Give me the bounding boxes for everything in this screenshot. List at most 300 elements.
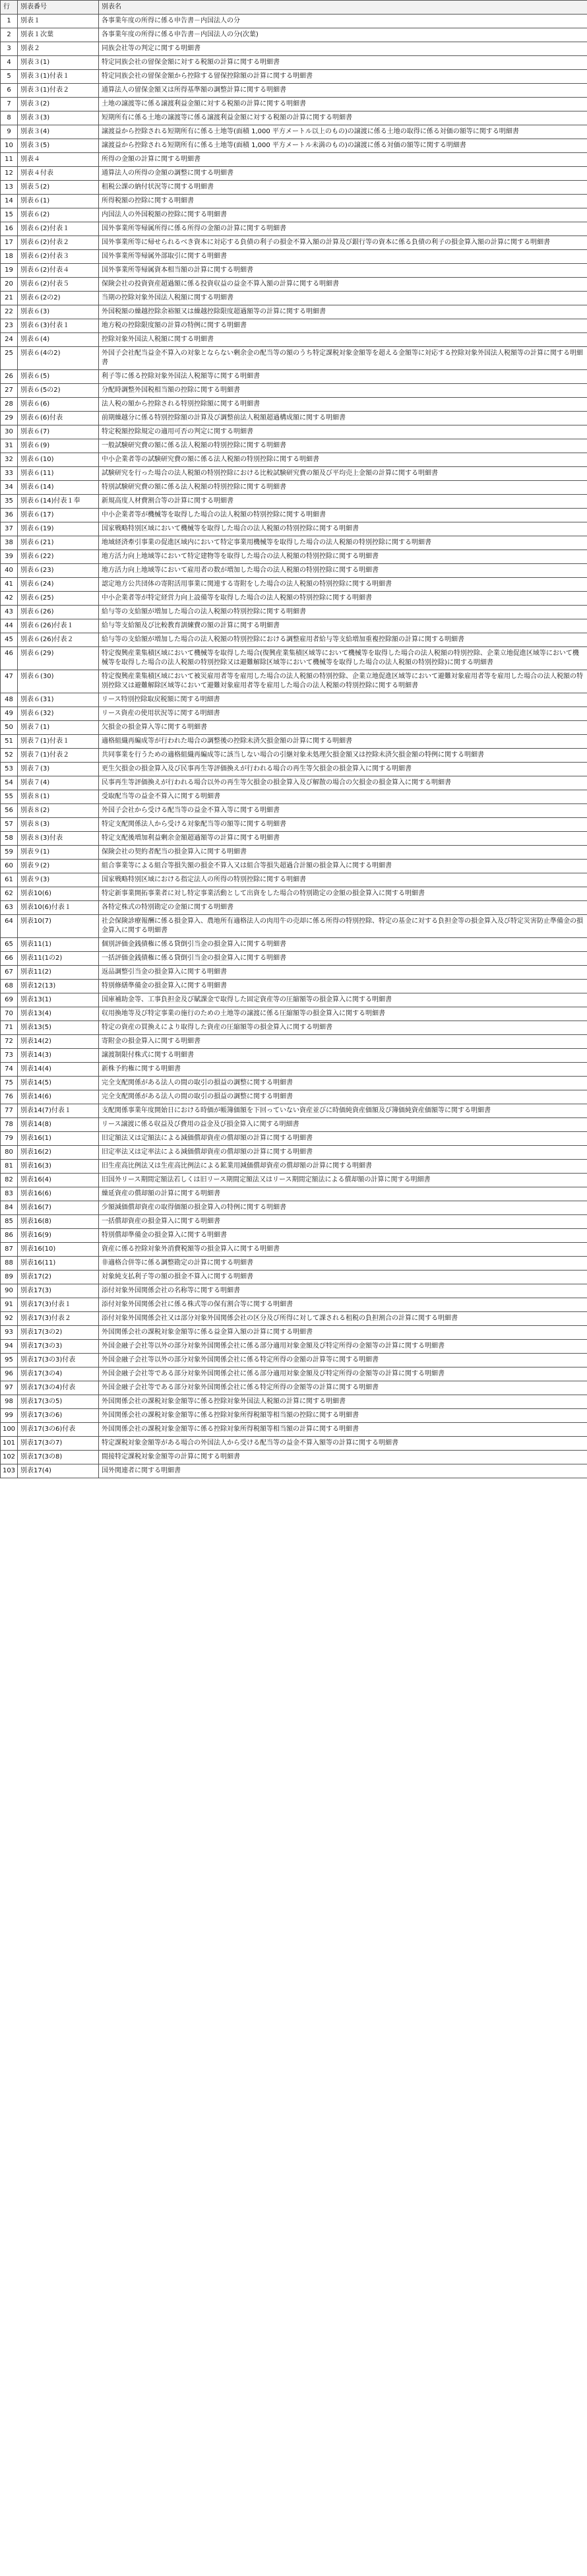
table-body xyxy=(1,15,587,1478)
table-row xyxy=(1,1007,587,1021)
row-number-cell: 85 xyxy=(1,1215,18,1229)
form-name-cell: 一括評価金銭債権に係る貸倒引当金の損金算入に関する明細書 xyxy=(99,952,587,966)
form-number-cell: 別表13(4) xyxy=(18,1007,99,1021)
form-number-cell: 別表６(7) xyxy=(18,425,99,439)
table-row xyxy=(1,619,587,633)
form-number-cell: 別表４付表 xyxy=(18,167,99,181)
row-number-cell: 64 xyxy=(1,915,18,938)
table-row xyxy=(1,860,587,873)
form-number-cell: 別表17(3) xyxy=(18,1284,99,1298)
form-name-cell: 法人税の額から控除される特別控除額に関する明細書 xyxy=(99,398,587,412)
form-number-cell: 別表６(23) xyxy=(18,564,99,578)
form-name-cell: 中小企業者等の試験研究費の額に係る法人税額の特別控除に関する明細書 xyxy=(99,453,587,467)
form-name-cell: 国外事業所等帰属所得に係る所得の金額の計算に関する明細書 xyxy=(99,222,587,236)
row-number-cell: 79 xyxy=(1,1132,18,1146)
form-number-cell: 別表６(5) xyxy=(18,370,99,384)
table-row xyxy=(1,1187,587,1201)
row-number-cell: 44 xyxy=(1,619,18,633)
row-number-cell: 93 xyxy=(1,1326,18,1340)
form-number-cell: 別表17(2) xyxy=(18,1271,99,1284)
form-number-cell: 別表17(3)付表１ xyxy=(18,1298,99,1312)
row-number-cell: 1 xyxy=(1,15,18,28)
form-name-cell: 外国関係会社の課税対象金額等に係る控除対象所得税額等相当額の控除に関する明細書 xyxy=(99,1409,587,1423)
form-name-cell: 特定復興産業集積区域において機械等を取得した場合(復興産業集積区域等において機械等を取得した場合の法人税額の特別控除、企業立地促進区域等において機械等を取得した場合の法人税額の特別控除又は避難解除区域等において機械等を取得した場合の法人税額の特別控除)に関する明細書 xyxy=(99,647,587,670)
table-row xyxy=(1,1451,587,1464)
form-name-cell: 返品調整引当金の損金算入に関する明細書 xyxy=(99,966,587,980)
row-number-cell: 19 xyxy=(1,264,18,278)
table-row xyxy=(1,901,587,915)
row-number-cell: 20 xyxy=(1,278,18,292)
table-row xyxy=(1,1035,587,1049)
table-row xyxy=(1,425,587,439)
form-number-cell: 別表17(3の6) xyxy=(18,1409,99,1423)
form-number-cell: 別表９(1) xyxy=(18,846,99,860)
form-number-cell: 別表７(4) xyxy=(18,776,99,790)
form-name-cell: 地方活力向上地域等において特定建物等を取得した場合の法人税額の特別控除に関する明細書 xyxy=(99,550,587,564)
form-name-cell: リース特別控除取戻税額に関する明細書 xyxy=(99,693,587,707)
form-number-cell: 別表６(2の2) xyxy=(18,292,99,305)
form-name-cell: 完全支配関係がある法人の間の取引の損益の調整に関する明細書 xyxy=(99,1090,587,1104)
row-number-cell: 66 xyxy=(1,952,18,966)
table-row xyxy=(1,818,587,832)
row-number-cell: 89 xyxy=(1,1271,18,1284)
form-name-cell: 譲渡制限付株式に関する明細書 xyxy=(99,1049,587,1063)
form-name-cell: 国家戦略特別区域において機械等を取得した場合の法人税額の特別控除に関する明細書 xyxy=(99,522,587,536)
form-number-cell: 別表17(3)付表２ xyxy=(18,1312,99,1326)
form-name-cell: 所得税額の控除に関する明細書 xyxy=(99,195,587,208)
row-number-cell: 71 xyxy=(1,1021,18,1035)
table-row xyxy=(1,467,587,481)
row-number-cell: 83 xyxy=(1,1187,18,1201)
form-name-cell: 譲渡益から控除される短期所有に係る土地等(面積 1,000 平方メートル以上のもの)の譲渡に係る土地の取得に係る対価の額等に関する明細書 xyxy=(99,125,587,139)
table-row xyxy=(1,1077,587,1090)
table-row xyxy=(1,804,587,818)
table-row xyxy=(1,1271,587,1284)
form-name-cell: 一般試験研究費の額に係る法人税額の特別控除に関する明細書 xyxy=(99,439,587,453)
row-number-cell: 9 xyxy=(1,125,18,139)
table-row xyxy=(1,250,587,264)
table-row xyxy=(1,1104,587,1118)
form-name-cell: 保険会社の投資資産超過額に係る投資収益の益金不算入額の計算に関する明細書 xyxy=(99,278,587,292)
form-number-cell: 別表６(1) xyxy=(18,195,99,208)
table-row xyxy=(1,305,587,319)
form-number-cell: 別表６(2) xyxy=(18,208,99,222)
form-number-cell: 別表17(3の5) xyxy=(18,1395,99,1409)
row-number-cell: 26 xyxy=(1,370,18,384)
row-number-cell: 11 xyxy=(1,153,18,167)
row-number-cell: 75 xyxy=(1,1077,18,1090)
row-number-cell: 87 xyxy=(1,1243,18,1257)
form-number-cell: 別表10(6) xyxy=(18,887,99,901)
row-number-cell: 95 xyxy=(1,1354,18,1367)
row-number-cell: 100 xyxy=(1,1423,18,1437)
table-header-row xyxy=(1,1,587,15)
form-number-cell: 別表６(9) xyxy=(18,439,99,453)
form-number-cell: 別表５(2) xyxy=(18,181,99,195)
table-row xyxy=(1,550,587,564)
form-name-cell: 添付対象外国関係会社の名称等に関する明細書 xyxy=(99,1284,587,1298)
table-row xyxy=(1,1174,587,1187)
table-row xyxy=(1,1312,587,1326)
form-number-cell: 別表10(7) xyxy=(18,915,99,938)
table-row xyxy=(1,495,587,509)
row-number-cell: 2 xyxy=(1,28,18,42)
table-row xyxy=(1,790,587,804)
row-number-cell: 5 xyxy=(1,70,18,84)
table-row xyxy=(1,952,587,966)
row-number-cell: 80 xyxy=(1,1146,18,1160)
form-name-cell: 外国金融子会社等である部分対象外国関係会社に係る部分適用対象金額及び特定所得の金額等の計算に関する明細書 xyxy=(99,1367,587,1381)
table-row xyxy=(1,56,587,70)
table-row xyxy=(1,398,587,412)
row-number-cell: 45 xyxy=(1,633,18,647)
form-name-cell: 組合事業等による組合等損失額の損金不算入又は組合等損失超過合計額の損金算入に関する明細書 xyxy=(99,860,587,873)
form-name-cell: 特定課税対象金額等がある場合の外国法人から受ける配当等の益金不算入額等の計算に関する明細書 xyxy=(99,1437,587,1451)
header-row-number: 行 xyxy=(1,1,18,15)
table-row xyxy=(1,167,587,181)
row-number-cell: 53 xyxy=(1,763,18,776)
form-number-cell: 別表６(2)付表４ xyxy=(18,264,99,278)
form-number-cell: 別表２ xyxy=(18,42,99,56)
form-number-cell: 別表11(2) xyxy=(18,966,99,980)
form-name-cell: 国家戦略特別区域における指定法人の所得の特別控除に関する明細書 xyxy=(99,873,587,887)
form-number-cell: 別表17(3の4) xyxy=(18,1367,99,1381)
form-number-cell: 別表６(29) xyxy=(18,647,99,670)
form-name-cell: 旧生産高比例法又は生産高比例法による鉱業用減価償却資産の償却額の計算に関する明細書 xyxy=(99,1160,587,1174)
form-name-cell: 資産に係る控除対象外消費税額等の損金算入に関する明細書 xyxy=(99,1243,587,1257)
form-name-cell: リース譲渡に係る収益及び費用の益金及び損金算入に関する明細書 xyxy=(99,1118,587,1132)
table-row xyxy=(1,606,587,619)
form-name-cell: 特定同族会社の留保金額に対する税額の計算に関する明細書 xyxy=(99,56,587,70)
row-number-cell: 25 xyxy=(1,347,18,370)
form-number-cell: 別表17(4) xyxy=(18,1464,99,1478)
form-number-cell: 別表３(5) xyxy=(18,139,99,153)
table-row xyxy=(1,70,587,84)
row-number-cell: 52 xyxy=(1,749,18,763)
form-name-cell: 国外事業所等帰属外部取引に関する明細書 xyxy=(99,250,587,264)
row-number-cell: 34 xyxy=(1,481,18,495)
row-number-cell: 36 xyxy=(1,509,18,522)
row-number-cell: 73 xyxy=(1,1049,18,1063)
table-row xyxy=(1,319,587,333)
row-number-cell: 10 xyxy=(1,139,18,153)
table-row xyxy=(1,633,587,647)
form-number-cell: 別表６(2)付表５ xyxy=(18,278,99,292)
form-name-cell: 特定新事業開拓事業者に対し特定事業活動として出資をした場合の特別勘定の金額の損金算入に関する明細書 xyxy=(99,887,587,901)
form-number-cell: 別表６(2)付表３ xyxy=(18,250,99,264)
form-number-cell: 別表３(3) xyxy=(18,111,99,125)
form-name-cell: 外国子会社配当益金不算入の対象とならない剰余金の配当等の額のうち特定課税対象金額等を超える金額等に対応する控除対象外国法人税額等の計算に関する明細書 xyxy=(99,347,587,370)
row-number-cell: 40 xyxy=(1,564,18,578)
row-number-cell: 49 xyxy=(1,707,18,721)
form-number-cell: 別表１次葉 xyxy=(18,28,99,42)
row-number-cell: 14 xyxy=(1,195,18,208)
row-number-cell: 65 xyxy=(1,938,18,952)
table-row xyxy=(1,412,587,425)
table-row xyxy=(1,1229,587,1243)
form-name-cell: 国外事業所等帰属資本相当額の計算に関する明細書 xyxy=(99,264,587,278)
table-row xyxy=(1,749,587,763)
form-number-cell: 別表６(32) xyxy=(18,707,99,721)
row-number-cell: 22 xyxy=(1,305,18,319)
form-number-cell: 別表６(11) xyxy=(18,467,99,481)
form-name-cell: 租税公課の納付状況等に関する明細書 xyxy=(99,181,587,195)
row-number-cell: 4 xyxy=(1,56,18,70)
table-row xyxy=(1,670,587,693)
row-number-cell: 54 xyxy=(1,776,18,790)
table-row xyxy=(1,333,587,347)
table-row xyxy=(1,707,587,721)
form-number-cell: 別表10(6)付表１ xyxy=(18,901,99,915)
table-row xyxy=(1,1284,587,1298)
table-row xyxy=(1,28,587,42)
table-row xyxy=(1,98,587,111)
form-name-cell: 地方税の控除限度額の計算の特例に関する明細書 xyxy=(99,319,587,333)
form-number-cell: 別表14(4) xyxy=(18,1063,99,1077)
form-number-cell: 別表６(6) xyxy=(18,398,99,412)
row-number-cell: 13 xyxy=(1,181,18,195)
form-number-cell: 別表６(5の2) xyxy=(18,384,99,398)
form-number-cell: 別表９(3) xyxy=(18,873,99,887)
form-name-cell: 特定支配関係法人から受ける対象配当等の額等に関する明細書 xyxy=(99,818,587,832)
form-name-cell: 特定復興産業集積区域において被災雇用者等を雇用した場合の法人税額の特別控除、企業立地促進区域等において避難対象雇用者等を雇用した場合の法人税額の特別控除又は避難解除区域等において避難対象雇用者等を雇用した場合の法人税額の特別控除に関する明細書 xyxy=(99,670,587,693)
form-number-cell: 別表17(3の6)付表 xyxy=(18,1423,99,1437)
form-number-cell: 別表６(14) xyxy=(18,481,99,495)
row-number-cell: 37 xyxy=(1,522,18,536)
form-name-cell: 外国子会社から受ける配当等の益金不算入等に関する明細書 xyxy=(99,804,587,818)
form-name-cell: 特別償却準備金の損金算入に関する明細書 xyxy=(99,1229,587,1243)
row-number-cell: 12 xyxy=(1,167,18,181)
table-row xyxy=(1,222,587,236)
table-row xyxy=(1,536,587,550)
form-name-cell: 適格組織再編成等が行われた場合の調整後の控除未済欠損金額の計算に関する明細書 xyxy=(99,735,587,749)
table-row xyxy=(1,1118,587,1132)
row-number-cell: 101 xyxy=(1,1437,18,1451)
table-row xyxy=(1,993,587,1007)
row-number-cell: 15 xyxy=(1,208,18,222)
table-row xyxy=(1,647,587,670)
row-number-cell: 96 xyxy=(1,1367,18,1381)
form-name-cell: 特定支配後増加利益剰余金額超過額等の計算に関する明細書 xyxy=(99,832,587,846)
form-name-cell: 更生欠損金の損金算入及び民事再生等評価換えが行われる場合の再生等欠損金の損金算入に関する明細書 xyxy=(99,763,587,776)
table-row xyxy=(1,195,587,208)
table-row xyxy=(1,15,587,28)
table-row xyxy=(1,453,587,467)
form-name-cell: 国庫補助金等、工事負担金及び賦課金で取得した固定資産等の圧縮額等の損金算入に関する明細書 xyxy=(99,993,587,1007)
table-row xyxy=(1,384,587,398)
form-number-cell: 別表16(7) xyxy=(18,1201,99,1215)
form-number-cell: 別表14(2) xyxy=(18,1035,99,1049)
form-number-cell: 別表８(1) xyxy=(18,790,99,804)
table-row xyxy=(1,1354,587,1367)
form-number-cell: 別表14(6) xyxy=(18,1090,99,1104)
form-name-cell: 内国法人の外国税額の控除に関する明細書 xyxy=(99,208,587,222)
row-number-cell: 84 xyxy=(1,1201,18,1215)
row-number-cell: 18 xyxy=(1,250,18,264)
table-row xyxy=(1,1409,587,1423)
table-row xyxy=(1,846,587,860)
row-number-cell: 92 xyxy=(1,1312,18,1326)
form-name-cell: 収用換地等及び特定事業の施行のための土地等の譲渡に係る圧縮額等の損金算入に関する明細書 xyxy=(99,1007,587,1021)
form-number-cell: 別表６(17) xyxy=(18,509,99,522)
table-row xyxy=(1,481,587,495)
table-row xyxy=(1,564,587,578)
form-name-cell: 支配関係事業年度開始日における時価が帳簿価額を下回っていない資産並びに時価純資産価額及び簿価純資産価額等に関する明細書 xyxy=(99,1104,587,1118)
table-row xyxy=(1,111,587,125)
form-name-cell: 外国関係会社の課税対象金額等に係る益金算入額の計算に関する明細書 xyxy=(99,1326,587,1340)
form-name-cell: 特定同族会社の留保金額から控除する留保控除額の計算に関する明細書 xyxy=(99,70,587,84)
row-number-cell: 67 xyxy=(1,966,18,980)
row-number-cell: 43 xyxy=(1,606,18,619)
form-name-cell: 中小企業者等が特定経営力向上設備等を取得した場合の法人税額の特別控除に関する明細書 xyxy=(99,592,587,606)
row-number-cell: 86 xyxy=(1,1229,18,1243)
table-row xyxy=(1,522,587,536)
form-number-cell: 別表６(3)付表１ xyxy=(18,319,99,333)
row-number-cell: 90 xyxy=(1,1284,18,1298)
form-name-cell: 所得の金額の計算に関する明細書 xyxy=(99,153,587,167)
form-name-cell: 外国税額の繰越控除余裕額又は繰越控除限度超過額等の計算に関する明細書 xyxy=(99,305,587,319)
row-number-cell: 77 xyxy=(1,1104,18,1118)
form-number-cell: 別表６(26)付表２ xyxy=(18,633,99,647)
table-row xyxy=(1,1326,587,1340)
form-name-cell: 給与等の支給額が増加した場合の法人税額の特別控除における調整雇用者給与等支給増加重複控除額の計算に関する明細書 xyxy=(99,633,587,647)
form-number-cell: 別表６(10) xyxy=(18,453,99,467)
row-number-cell: 23 xyxy=(1,319,18,333)
row-number-cell: 17 xyxy=(1,236,18,250)
form-name-cell: 控除対象外国法人税額に関する明細書 xyxy=(99,333,587,347)
row-number-cell: 99 xyxy=(1,1409,18,1423)
form-number-cell: 別表11(1の2) xyxy=(18,952,99,966)
table-row xyxy=(1,693,587,707)
form-number-cell: 別表14(8) xyxy=(18,1118,99,1132)
form-number-cell: 別表７(1)付表１ xyxy=(18,735,99,749)
table-row xyxy=(1,1464,587,1478)
form-name-cell: 保険会社の契約者配当の損金算入に関する明細書 xyxy=(99,846,587,860)
table-row xyxy=(1,84,587,98)
form-name-cell: 非適格合併等に係る調整勘定の計算に関する明細書 xyxy=(99,1257,587,1271)
table-row xyxy=(1,236,587,250)
row-number-cell: 38 xyxy=(1,536,18,550)
table-row xyxy=(1,1090,587,1104)
form-name-cell: 少額減価償却資産の取得価額の損金算入の特例に関する明細書 xyxy=(99,1201,587,1215)
table-row xyxy=(1,1340,587,1354)
form-number-cell: 別表16(9) xyxy=(18,1229,99,1243)
row-number-cell: 81 xyxy=(1,1160,18,1174)
form-number-cell: 別表６(14)付表１奉 xyxy=(18,495,99,509)
form-number-cell: 別表８(2) xyxy=(18,804,99,818)
table-row xyxy=(1,1423,587,1437)
form-number-cell: 別表６(2)付表２ xyxy=(18,236,99,250)
table-row xyxy=(1,980,587,993)
form-name-cell: リース資産の使用状況等に関する明細書 xyxy=(99,707,587,721)
table-row xyxy=(1,887,587,901)
form-name-cell: 通算法人の留保金額又は所得基準額の調整計算に関する明細書 xyxy=(99,84,587,98)
form-number-cell: 別表９(2) xyxy=(18,860,99,873)
form-name-cell: 同族会社等の判定に関する明細書 xyxy=(99,42,587,56)
form-name-cell: 添付対象外国関係会社に係る株式等の保有割合等に関する明細書 xyxy=(99,1298,587,1312)
form-name-cell: 外国金融子会社等以外の部分対象外国関係会社に係る特定所得の金額の計算等に関する明細書 xyxy=(99,1354,587,1367)
form-number-cell: 別表６(30) xyxy=(18,670,99,693)
row-number-cell: 63 xyxy=(1,901,18,915)
row-number-cell: 102 xyxy=(1,1451,18,1464)
form-name-cell: 一括償却資産の損金算入に関する明細書 xyxy=(99,1215,587,1229)
row-number-cell: 50 xyxy=(1,721,18,735)
form-name-cell: 受取配当等の益金不算入に関する明細書 xyxy=(99,790,587,804)
form-number-cell: 別表６(2)付表１ xyxy=(18,222,99,236)
form-number-cell: 別表16(2) xyxy=(18,1146,99,1160)
row-number-cell: 57 xyxy=(1,818,18,832)
table-row xyxy=(1,292,587,305)
form-number-cell: 別表６(22) xyxy=(18,550,99,564)
form-number-cell: 別表３(2) xyxy=(18,98,99,111)
table-row xyxy=(1,1021,587,1035)
form-name-cell: 旧国外リース期間定額法若しくは旧リース期間定額法又はリース期間定額法による償却額の計算に関する明細書 xyxy=(99,1174,587,1187)
table-row xyxy=(1,1049,587,1063)
form-name-cell: 短期所有に係る土地の譲渡等に係る譲渡利益金額に対する税額の計算に関する明細書 xyxy=(99,111,587,125)
row-number-cell: 48 xyxy=(1,693,18,707)
table-row xyxy=(1,509,587,522)
row-number-cell: 68 xyxy=(1,980,18,993)
form-name-cell: 特別修繕準備金の損金算入に関する明細書 xyxy=(99,980,587,993)
form-name-cell: 寄附金の損金算入に関する明細書 xyxy=(99,1035,587,1049)
form-name-cell: 中小企業者等が機械等を取得した場合の法人税額の特別控除に関する明細書 xyxy=(99,509,587,522)
table-row xyxy=(1,1437,587,1451)
form-name-cell: 認定地方公共団体の寄附活用事業に関連する寄附をした場合の法人税額の特別控除に関する明細書 xyxy=(99,578,587,592)
form-number-cell: 別表６(4の2) xyxy=(18,347,99,370)
table-row xyxy=(1,776,587,790)
row-number-cell: 8 xyxy=(1,111,18,125)
row-number-cell: 70 xyxy=(1,1007,18,1021)
table-row xyxy=(1,181,587,195)
form-name-cell: 外国金融子会社等以外の部分対象外国関係会社に係る部分適用対象金額及び特定所得の金額等の計算に関する明細書 xyxy=(99,1340,587,1354)
row-number-cell: 91 xyxy=(1,1298,18,1312)
form-name-cell: 民事再生等評価換えが行われる場合以外の再生等欠損金の損金算入及び解散の場合の欠損金の損金算入に関する明細書 xyxy=(99,776,587,790)
row-number-cell: 41 xyxy=(1,578,18,592)
form-name-cell: 完全支配関係がある法人の間の取引の損益の調整に関する明細書 xyxy=(99,1077,587,1090)
row-number-cell: 55 xyxy=(1,790,18,804)
form-number-cell: 別表16(3) xyxy=(18,1160,99,1174)
form-name-cell: 対象純支払利子等の額の損金不算入に関する明細書 xyxy=(99,1271,587,1284)
form-name-cell: 特別試験研究費の額に係る法人税額の特別控除に関する明細書 xyxy=(99,481,587,495)
row-number-cell: 47 xyxy=(1,670,18,693)
table-row xyxy=(1,763,587,776)
form-name-cell: 各事業年度の所得に係る申告書－内国法人の分 xyxy=(99,15,587,28)
form-number-cell: 別表11(1) xyxy=(18,938,99,952)
form-name-cell: 各特定株式の特別勘定の金額に関する明細書 xyxy=(99,901,587,915)
row-number-cell: 30 xyxy=(1,425,18,439)
table-row xyxy=(1,1215,587,1229)
table-row xyxy=(1,915,587,938)
form-name-cell: 前期繰越分に係る特別控除額の計算及び調整前法人税額超過構成額に関する明細書 xyxy=(99,412,587,425)
row-number-cell: 7 xyxy=(1,98,18,111)
table-row xyxy=(1,1367,587,1381)
row-number-cell: 42 xyxy=(1,592,18,606)
form-number-cell: 別表７(1) xyxy=(18,721,99,735)
table-row xyxy=(1,735,587,749)
form-name-cell: 欠損金の損金算入等に関する明細書 xyxy=(99,721,587,735)
row-number-cell: 24 xyxy=(1,333,18,347)
form-number-cell: 別表３(1)付表２ xyxy=(18,84,99,98)
table-row xyxy=(1,1243,587,1257)
form-name-cell: 地方活力向上地域等において雇用者の数が増加した場合の法人税額の特別控除に関する明細書 xyxy=(99,564,587,578)
form-number-cell: 別表３(4) xyxy=(18,125,99,139)
form-name-cell: 試験研究を行った場合の法人税額の特別控除における比較試験研究費の額及び平均売上金額の計算に関する明細書 xyxy=(99,467,587,481)
table-row xyxy=(1,1146,587,1160)
form-number-cell: 別表17(3の2) xyxy=(18,1326,99,1340)
form-name-cell: 給与等支給額及び比較教育訓練費の額の計算に関する明細書 xyxy=(99,619,587,633)
table-row xyxy=(1,1160,587,1174)
form-number-cell: 別表６(24) xyxy=(18,578,99,592)
